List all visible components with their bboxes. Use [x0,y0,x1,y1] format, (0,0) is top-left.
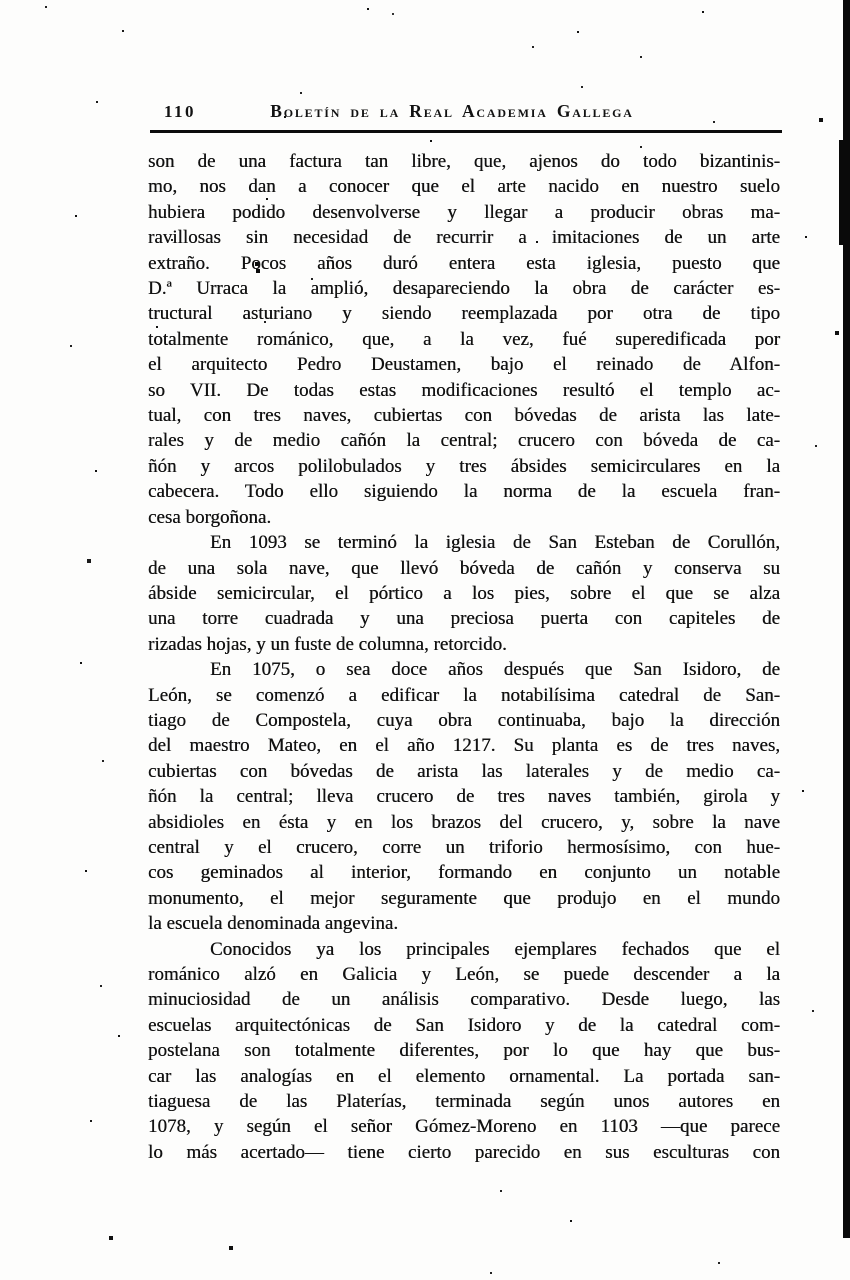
text-line: cabecera. Todo ello siguiendo la norma de la escuela fran- [148,481,780,503]
text-line: 1078, y según el señor Gómez-Moreno en 1103 —que parece [148,1116,780,1138]
text-line: del maestro Mateo, en el año 1217. Su planta es de tres naves, [148,735,780,757]
text-line: Conocidos ya los principales ejemplares fechados que el [210,938,780,960]
text-line: tual, con tres naves, cubiertas con bóvedas de arista las late- [148,405,780,427]
text-line: cesa borgoñona. [148,506,272,528]
text-line: tiago de Compostela, cuya obra continuaba, bajo la dirección [148,709,780,731]
scan-noise-specks [0,0,2,2]
text-line: so VII. De todas estas modificaciones resultó el templo ac- [148,379,780,401]
text-line: central y el crucero, corre un triforio hermosísimo, con hue- [148,836,780,858]
text-line: la escuela denominada angevina. [148,913,399,935]
text-line: el arquitecto Pedro Deustamen, bajo el reinado de Alfon- [148,354,780,376]
text-line: ábside semicircular, el pórtico a los pies, sobre el que se alza [148,582,780,604]
text-line: En 1075, o sea doce años después que San Isidoro, de [210,659,780,681]
text-line: mo, nos dan a conocer que el arte nacido en nuestro suelo [148,176,780,198]
text-line: totalmente románico, que, a la vez, fué superedificada por [148,328,780,350]
scan-right-edge-blob [839,140,850,245]
text-line: ñón y arcos polilobulados y tres ábsides semicirculares en la [148,455,780,477]
text-line: una torre cuadrada y una preciosa puerta con capiteles de [148,608,780,630]
text-line: postelana son totalmente diferentes, por lo que hay que bus- [148,1040,780,1062]
page-header [150,101,782,141]
page-number: 110 [164,102,197,121]
text-line: ravillosas sin necesidad de recurrir a imitaciones de un arte [148,227,780,249]
text-line: cubiertas con bóvedas de arista las laterales y de medio ca- [148,760,780,782]
text-line: D.ª Urraca la amplió, desapareciendo la obra de carácter es- [148,278,780,300]
text-line: románico alzó en Galicia y León, se puede descender a la [148,964,780,985]
text-line: absidioles en ésta y en los brazos del crucero, y, sobre la nave [148,811,780,833]
text-line: car las analogías en el elemento ornamental. La portada san- [148,1065,780,1087]
text-line: tructural asturiano y siendo reemplazada por otra de tipo [148,303,780,325]
text-line: extraño. Pocos años duró entera esta iglesia, puesto que [148,252,780,274]
text-line: tiaguesa de las Platerías, terminada según unos autores en [148,1091,780,1113]
body-text [148,149,780,1165]
text-line: León, se comenzó a edificar la notabilísima catedral de San- [148,684,780,706]
text-line: cos geminados al interior, formando en conjunto un notable [148,862,780,884]
text-line: son de una factura tan libre, que, ajenos do todo bizantinis- [148,151,780,172]
text-line: En 1093 se terminó la iglesia de San Esteban de Corullón, [210,532,780,554]
text-line: rizadas hojas, y un fuste de columna, retorcido. [148,633,507,655]
text-line: rales y de medio cañón la central; crucero con bóveda de ca- [148,430,780,452]
text-line: ñón la central; lleva crucero de tres naves también, girola y [148,786,780,808]
text-line: monumento, el mejor seguramente que produjo en el mundo [148,887,780,909]
text-line: lo más acertado— tiene cierto parecido en sus esculturas con [148,1141,780,1163]
text-line: hubiera podido desenvolverse y llegar a producir obras ma- [148,201,780,223]
text-line: escuelas arquitectónicas de San Isidoro y de la catedral com- [148,1014,780,1036]
header-row [150,101,782,123]
text-line: de una sola nave, que llevó bóveda de cañón y conserva su [148,557,780,579]
header-rule [150,130,782,133]
header-title: Boletín de la Real Academia Gallega [270,101,634,121]
text-line: minuciosidad de un análisis comparativo. Desde luego, las [148,989,780,1011]
